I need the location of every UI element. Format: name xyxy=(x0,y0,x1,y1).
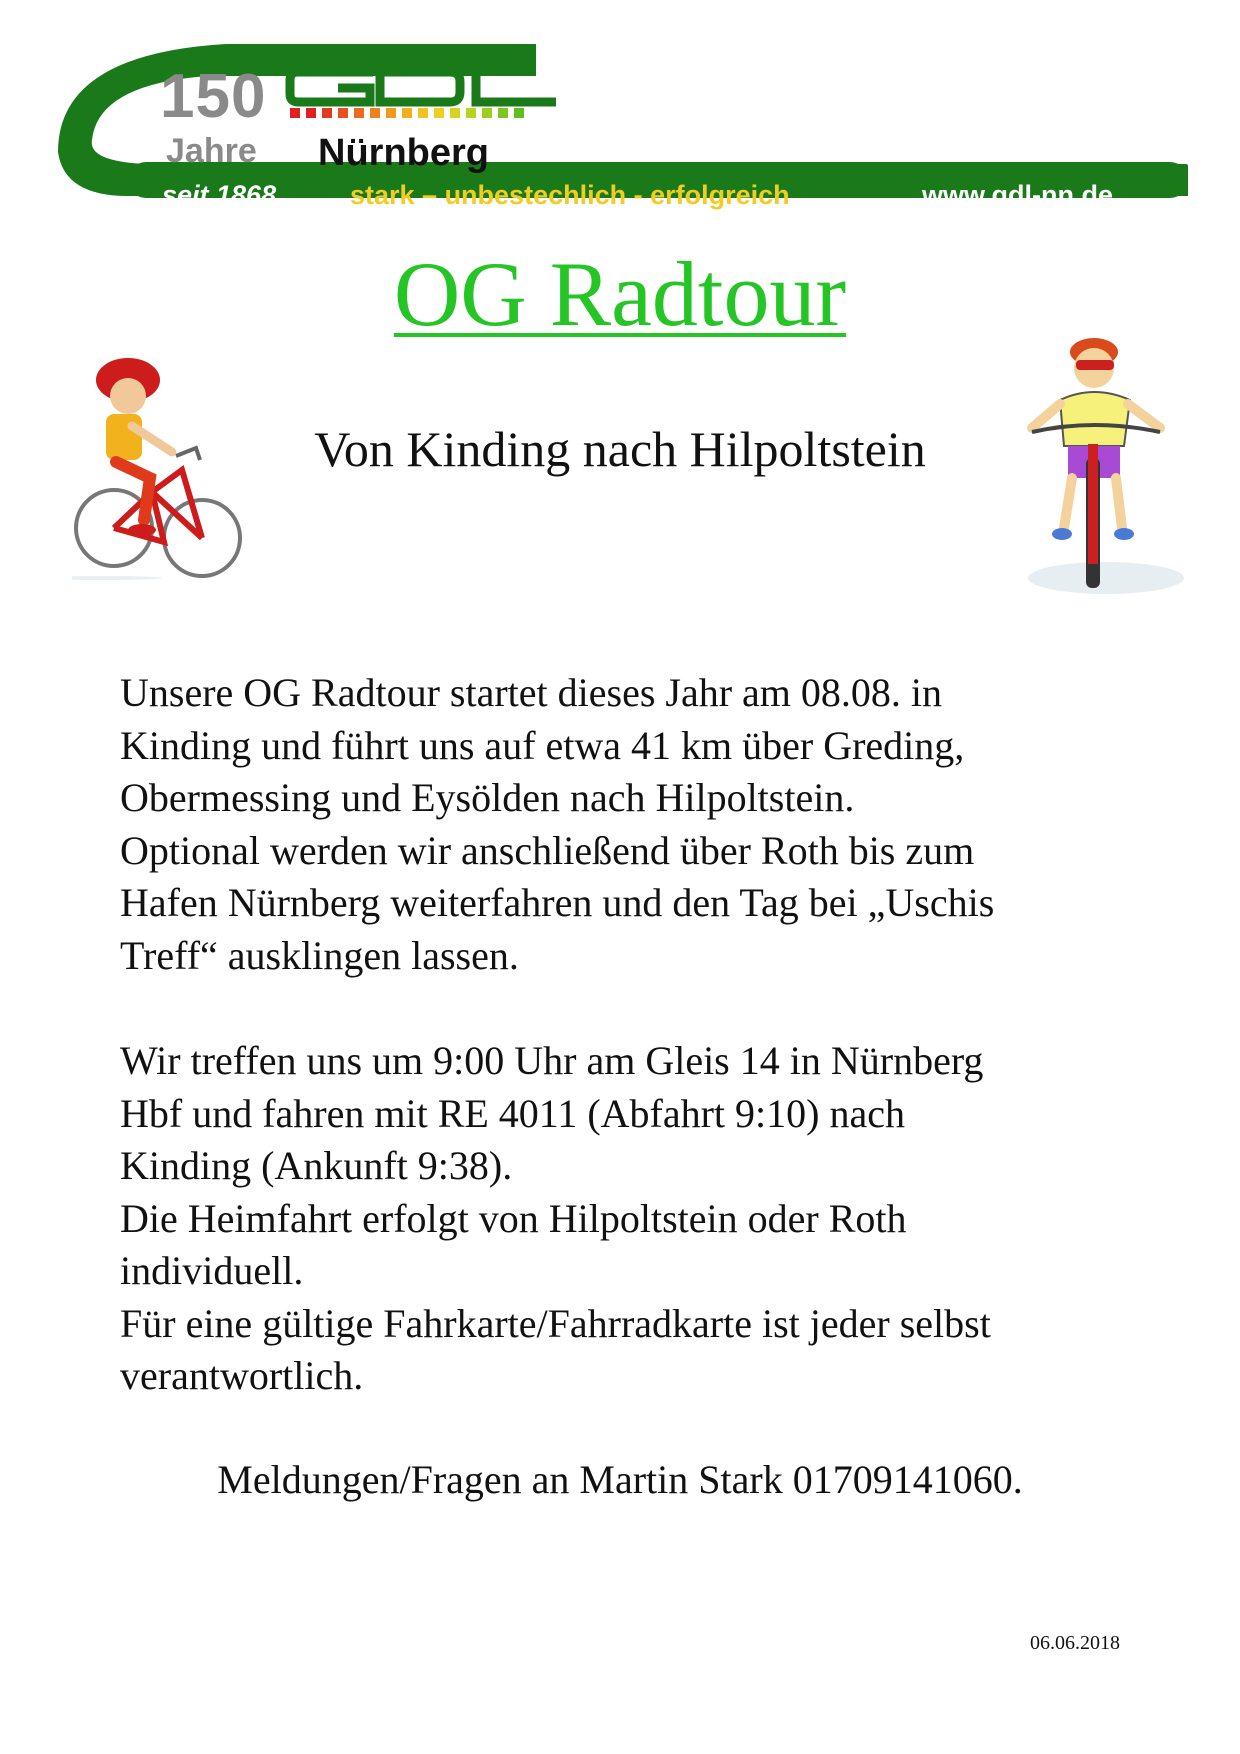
city-name: Nürnberg xyxy=(318,132,489,174)
text-line: Für eine gültige Fahrkarte/Fahrradkarte ist jeder selbst xyxy=(120,1300,991,1346)
anniversary-number: 150 xyxy=(160,62,267,131)
anniversary-word: Jahre xyxy=(166,132,257,170)
text-line: verantwortlich. xyxy=(120,1353,364,1398)
text-line: Kinding und führt uns auf etwa 41 km über Greding, xyxy=(120,722,965,768)
page-title-text: OG Radtour xyxy=(393,243,847,345)
text-line: Optional werden wir anschließend über Roth bis zum xyxy=(120,827,975,873)
founded-text: seit 1868 xyxy=(162,180,277,210)
text-line: Unsere OG Radtour startet dieses Jahr am 08.08. in xyxy=(120,670,943,715)
text-line: Die Heimfahrt erfolgt von Hilpoltstein oder Roth xyxy=(120,1195,907,1241)
text-line: Hbf und fahren mit RE 4011 (Abfahrt 9:10) nach xyxy=(120,1090,905,1136)
text-line: individuell. xyxy=(120,1248,304,1293)
description-paragraph xyxy=(120,667,1160,982)
slogan-text: stark – unbestechlich - erfolgreich xyxy=(350,180,790,210)
text-line: Treff“ ausklingen lassen. xyxy=(120,932,519,978)
text-line: Obermessing und Eysölden nach Hilpoltstein. xyxy=(120,775,855,820)
text-line: Hafen Nürnberg weiterfahren und den Tag bei „Uschis xyxy=(120,880,995,925)
page-subtitle: Von Kinding nach Hilpoltstein xyxy=(314,421,926,477)
text-line: Kinding (Ankunft 9:38). xyxy=(120,1143,513,1188)
website-link[interactable]: www.gdl-nn.de xyxy=(922,180,1113,210)
meeting-paragraph xyxy=(120,1035,1160,1403)
text-line: Wir treffen uns um 9:00 Uhr am Gleis 14 in Nürnberg xyxy=(120,1038,984,1083)
contact-line: Meldungen/Fragen an Martin Stark 01709141060. xyxy=(217,1457,1023,1502)
document-date: 06.06.2018 xyxy=(1030,1632,1120,1654)
